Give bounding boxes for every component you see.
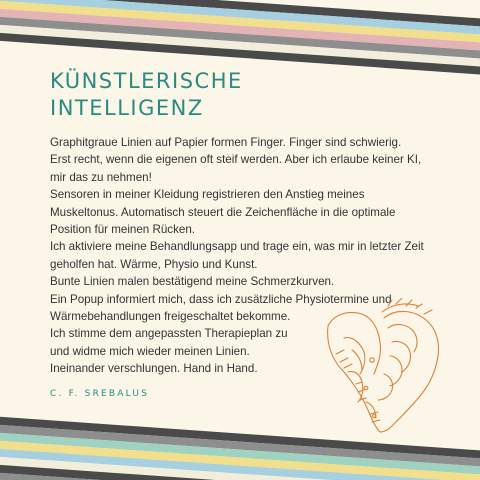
- poem-author: C. F. SREBALUS: [50, 389, 150, 399]
- poem-line: Muskeltonus. Automatisch steuert die Zeichenfläche in die optimale: [50, 205, 396, 219]
- poem-line: Ein Popup informiert mich, dass ich zusätzliche Physiotermine und: [50, 292, 392, 306]
- poem-line: Ich stimme dem angepassten Therapieplan zu: [50, 327, 288, 341]
- poem-line: geholfen hat. Wärme, Physio und Kunst.: [50, 257, 258, 271]
- poem-line: Wärmebehandlungen freigeschaltet bekomme.: [50, 310, 291, 324]
- poem-title: [50, 68, 243, 122]
- poem-line: Bunte Linien malen bestätigend meine Schmerzkurven.: [50, 275, 335, 289]
- poem-line: Ich aktiviere meine Behandlungsapp und trage ein, was mir in letzter Zeit: [50, 240, 424, 254]
- poem-line: Position für meinen Rücken.: [50, 223, 195, 237]
- poem-line: Ineinander verschlungen. Hand in Hand.: [50, 362, 258, 376]
- title-line-1: KÜNSTLERISCHE: [50, 69, 243, 93]
- poem-line: Sensoren in meiner Kleidung registrieren den Anstieg meines: [50, 188, 365, 202]
- poem-line: und widme mich wieder meinen Linien.: [50, 344, 250, 358]
- poem-line: Graphitgraue Linien auf Papier formen Finger. Finger sind schwierig.: [50, 136, 402, 149]
- intertwined-hands-drawing: [322, 298, 444, 433]
- poem-line: Erst recht, wenn die eigenen oft steif werden. Aber ich erlaube keiner KI,: [50, 153, 422, 167]
- poem-line: mir das zu nehmen!: [50, 170, 152, 184]
- top-stripes: [0, 0, 480, 77]
- title-line-2: INTELLIGENZ: [50, 96, 204, 120]
